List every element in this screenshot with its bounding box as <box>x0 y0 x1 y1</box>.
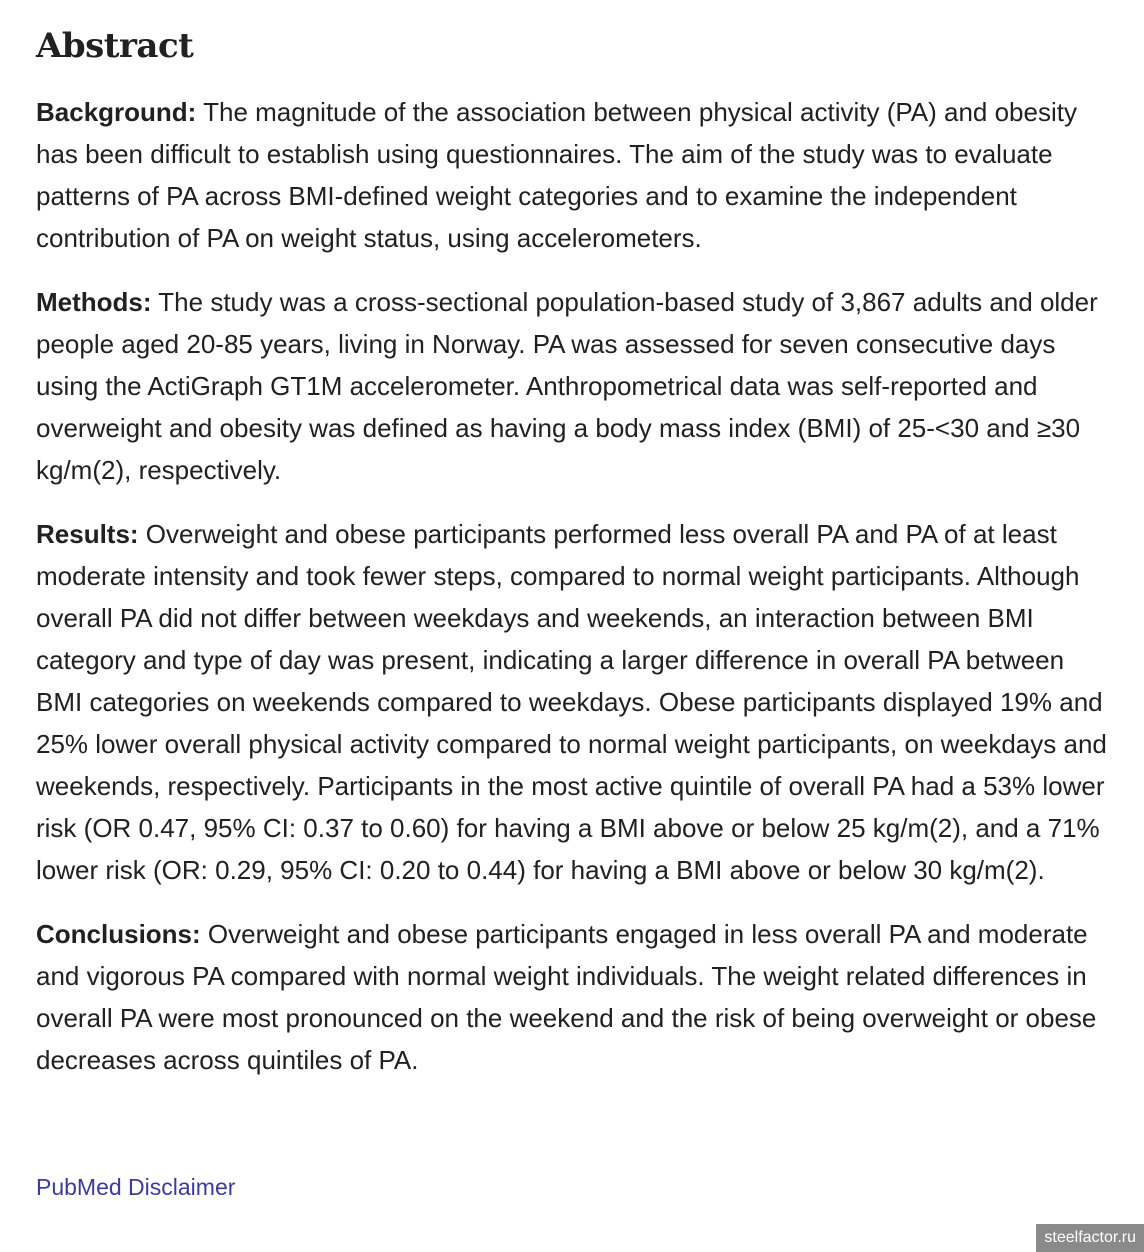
background-text: The magnitude of the association between physical activity (PA) and obesity has been difficult to establish using questionnaires. The aim of the study was to evaluate patterns of PA across BMI-defined weight categories and to examine the independent contribution of PA on weight status, using accelerometers. <box>36 97 1077 253</box>
methods-label: Methods: <box>36 287 152 317</box>
conclusions-text: Overweight and obese participants engaged in less overall PA and moderate and vigorous PA compared with normal weight individuals. The weight related differences in overall PA were most pronounced on the weekend and the risk of being overweight or obese decreases across quintiles of PA. <box>36 919 1097 1075</box>
abstract-title: Abstract <box>36 26 194 66</box>
watermark: steelfactor.ru <box>1036 1224 1144 1252</box>
results-paragraph <box>36 513 1116 891</box>
abstract-section <box>36 0 1116 1081</box>
background-paragraph <box>36 91 1116 259</box>
conclusions-label: Conclusions: <box>36 919 201 949</box>
background-label: Background: <box>36 97 197 127</box>
pubmed-disclaimer-link[interactable]: PubMed Disclaimer <box>36 1174 236 1200</box>
conclusions-paragraph <box>36 913 1116 1081</box>
methods-text: The study was a cross-sectional population-based study of 3,867 adults and older people aged 20-85 years, living in Norway. PA was assessed for seven consecutive days using the ActiGraph GT1M accelerometer. Anthropometrical data was self-reported and overweight and obesity was defined as having a body mass index (BMI) of 25-<30 and ≥30 kg/m(2), respectively. <box>36 287 1098 485</box>
results-text: Overweight and obese participants performed less overall PA and PA of at least moderate intensity and took fewer steps, compared to normal weight participants. Although overall PA did not differ between weekdays and weekends, an interaction between BMI category and type of day was present, indicating a larger difference in overall PA between BMI categories on weekends compared to weekdays. Obese participants displayed 19% and 25% lower overall physical activity compared to normal weight participants, on weekdays and weekends, respectively. Participants in the most active quintile of overall PA had a 53% lower risk (OR 0.47, 95% CI: 0.37 to 0.60) for having a BMI above or below 25 kg/m(2), and a 71% lower risk (OR: 0.29, 95% CI: 0.20 to 0.44) for having a BMI above or below 30 kg/m(2). <box>36 519 1107 885</box>
results-label: Results: <box>36 519 139 549</box>
methods-paragraph <box>36 281 1116 491</box>
